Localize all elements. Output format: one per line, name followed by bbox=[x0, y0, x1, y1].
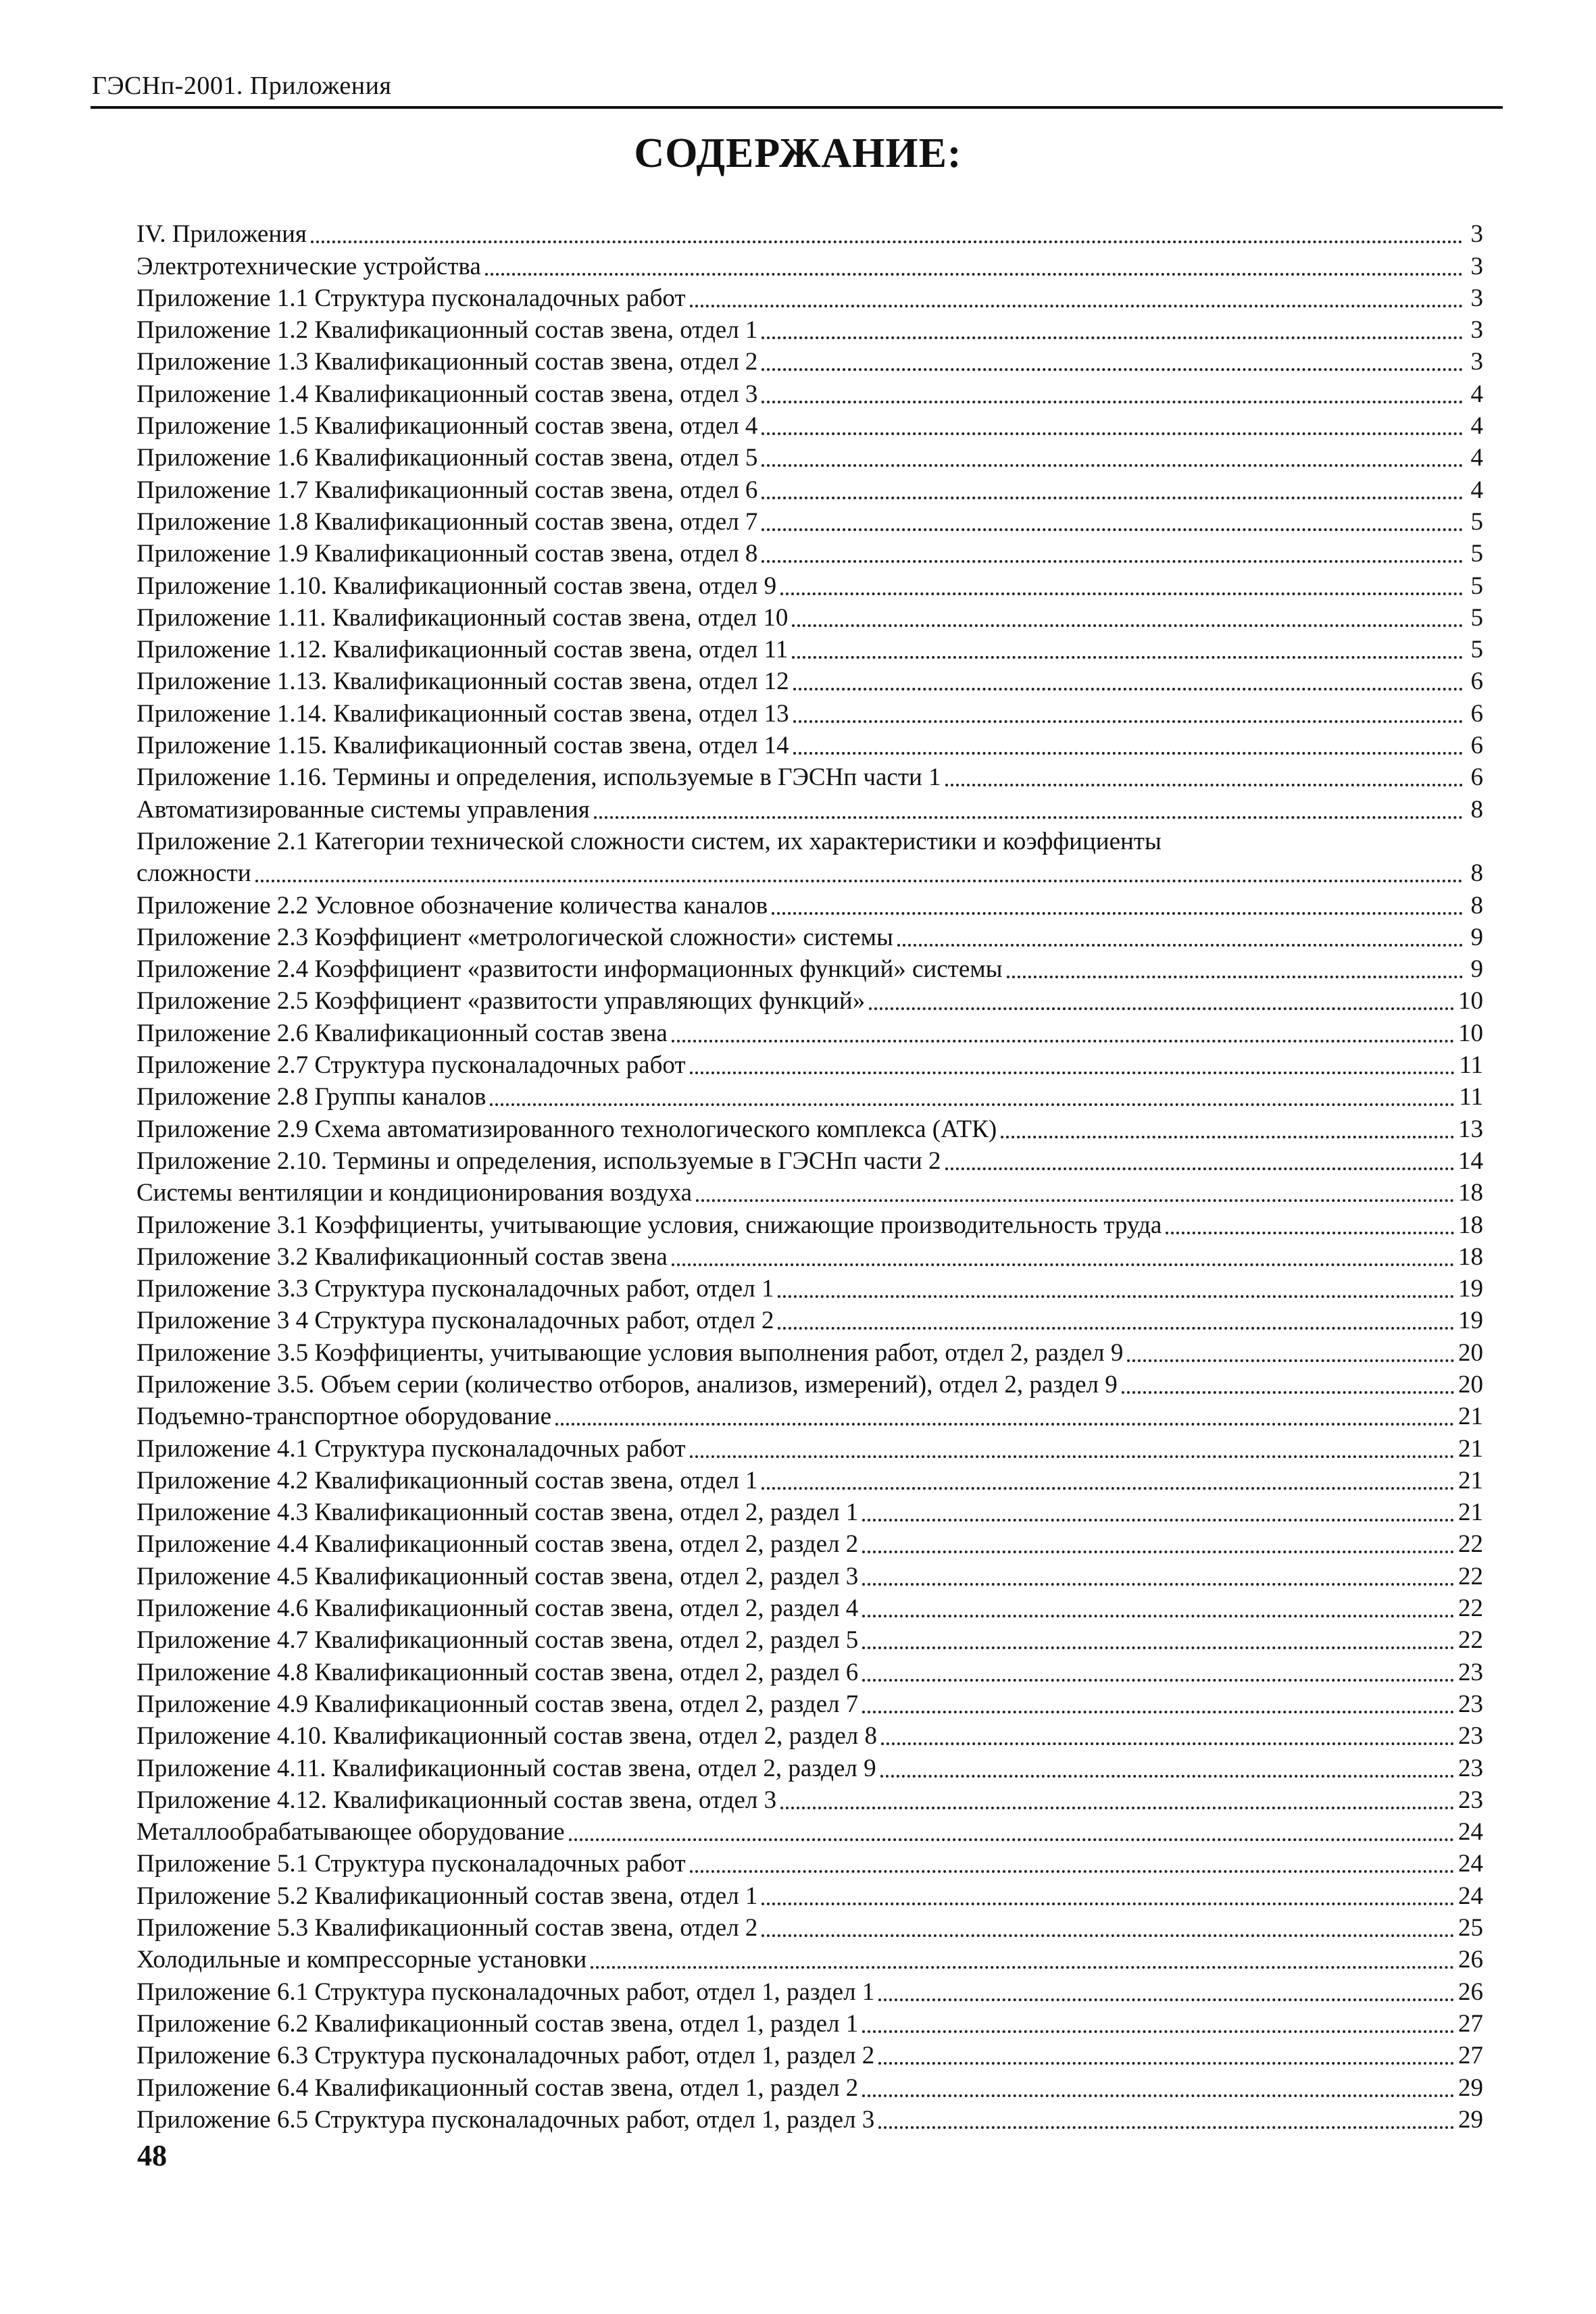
toc-entry[interactable] bbox=[136, 1976, 1483, 2007]
dot-leader bbox=[762, 360, 1463, 371]
toc-entry-page: 21 bbox=[1458, 1434, 1483, 1463]
dot-leader bbox=[690, 1862, 1454, 1873]
toc-entry-title: Приложение 1.9 Квалификационный состав звена, отдел 8 bbox=[136, 540, 758, 568]
dot-leader bbox=[862, 1542, 1454, 1553]
toc-entry-page: 23 bbox=[1458, 1754, 1483, 1782]
toc-entry-title: Подъемно-транспортное оборудование bbox=[136, 1403, 552, 1431]
toc-entry-title: Приложение 2.9 Схема автоматизированного технологического комплекса (АТК) bbox=[136, 1115, 997, 1143]
toc-entry-page: 23 bbox=[1458, 1658, 1483, 1686]
toc-entry-page: 24 bbox=[1458, 1882, 1483, 1910]
dot-leader bbox=[1127, 1351, 1454, 1362]
dot-leader bbox=[793, 680, 1463, 690]
toc-entry-title: Приложение 1.5 Квалификационный состав звена, отдел 4 bbox=[136, 412, 758, 441]
toc-entry-page: 22 bbox=[1458, 1562, 1483, 1590]
toc-entry-page: 5 bbox=[1470, 636, 1483, 664]
dot-leader bbox=[762, 552, 1463, 563]
dot-leader bbox=[778, 1287, 1454, 1298]
toc-entry[interactable] bbox=[136, 1241, 1483, 1273]
dot-leader bbox=[672, 1255, 1454, 1266]
toc-entry-title: Приложение 2.7 Структура пусконаладочных работ bbox=[136, 1051, 686, 1080]
toc-entry[interactable] bbox=[136, 538, 1483, 570]
dot-leader bbox=[792, 616, 1463, 627]
toc-entry-title: Приложение 2.6 Квалификационный состав звена bbox=[136, 1019, 668, 1047]
toc-entry-page: 5 bbox=[1470, 540, 1483, 568]
dot-leader bbox=[762, 488, 1463, 499]
toc-entry-page: 27 bbox=[1458, 2009, 1483, 2038]
toc-entry-page: 21 bbox=[1458, 1403, 1483, 1431]
toc-entry[interactable] bbox=[136, 1912, 1483, 1944]
dot-leader bbox=[311, 232, 1463, 243]
toc-entry-title: Приложение 1.13. Квалификационный состав звена, отдел 12 bbox=[136, 668, 789, 696]
toc-entry[interactable] bbox=[136, 250, 1483, 282]
toc-entry-page: 25 bbox=[1458, 1914, 1483, 1942]
toc-entry-title: Холодильные и компрессорные установки bbox=[136, 1946, 587, 1974]
toc-entry-page: 5 bbox=[1470, 603, 1483, 632]
toc-entry-title: Автоматизированные системы управления bbox=[136, 795, 590, 824]
toc-entry-title: Приложение 4.1 Структура пусконаладочных работ bbox=[136, 1434, 686, 1463]
toc-entry[interactable] bbox=[136, 1049, 1483, 1081]
dot-leader bbox=[672, 1032, 1454, 1042]
dot-leader bbox=[780, 1799, 1454, 1809]
toc-entry[interactable] bbox=[136, 442, 1483, 474]
toc-entry-page: 27 bbox=[1458, 2042, 1483, 2070]
toc-entry-page: 23 bbox=[1458, 1690, 1483, 1718]
toc-entry[interactable] bbox=[136, 697, 1483, 729]
toc-entry[interactable] bbox=[136, 826, 1483, 890]
toc-entry-page: 20 bbox=[1458, 1338, 1483, 1367]
dot-leader bbox=[255, 872, 1463, 882]
toc-entry[interactable] bbox=[136, 1784, 1483, 1816]
toc-entry-page: 19 bbox=[1458, 1275, 1483, 1303]
dot-leader bbox=[869, 999, 1454, 1010]
dot-leader bbox=[591, 1958, 1454, 1969]
toc-entry[interactable] bbox=[136, 2104, 1483, 2136]
toc-entry-page: 11 bbox=[1459, 1083, 1483, 1111]
toc-entry-page: 10 bbox=[1458, 987, 1483, 1015]
toc-entry-page: 18 bbox=[1458, 1242, 1483, 1271]
toc-entry[interactable] bbox=[136, 1720, 1483, 1752]
toc-entry-title: Приложение 1.4 Квалификационный состав звена, отдел 3 bbox=[136, 380, 758, 408]
dot-leader bbox=[1122, 1383, 1454, 1394]
dot-leader bbox=[862, 1638, 1454, 1649]
toc-entry-title: Приложение 1.7 Квалификационный состав звена, отдел 6 bbox=[136, 476, 758, 504]
toc-entry[interactable] bbox=[136, 1113, 1483, 1145]
toc-entry[interactable] bbox=[136, 570, 1483, 601]
dot-leader bbox=[792, 648, 1463, 659]
toc-entry[interactable] bbox=[136, 889, 1483, 921]
toc-entry-page: 5 bbox=[1470, 507, 1483, 536]
toc-entry-page: 8 bbox=[1470, 859, 1483, 888]
toc-entry-page: 24 bbox=[1458, 1818, 1483, 1846]
toc-entry-page: 18 bbox=[1458, 1211, 1483, 1239]
dot-leader bbox=[762, 424, 1463, 435]
toc-entry-page: 19 bbox=[1458, 1307, 1483, 1335]
toc-entry-title-line: Приложение 2.1 Категории технической сложности систем, их характеристики и коэффициенты bbox=[136, 827, 1162, 855]
toc-entry[interactable] bbox=[136, 1209, 1483, 1240]
dot-leader bbox=[862, 1671, 1454, 1682]
dot-leader bbox=[555, 1415, 1454, 1426]
toc-entry-page: 4 bbox=[1470, 380, 1483, 408]
toc-entry[interactable] bbox=[136, 346, 1483, 378]
toc-entry-page: 3 bbox=[1470, 220, 1483, 249]
toc-entry-page: 23 bbox=[1458, 1722, 1483, 1751]
toc-entry[interactable] bbox=[136, 1369, 1483, 1401]
toc-entry-title: Приложение 4.5 Квалификационный состав звена, отдел 2, раздел 3 bbox=[136, 1562, 859, 1590]
toc-entry-title: Металлообрабатывающее оборудование bbox=[136, 1818, 565, 1846]
toc-entry-title: Приложение 4.10. Квалификационный состав звена, отдел 2, раздел 8 bbox=[136, 1722, 878, 1751]
toc-entry[interactable] bbox=[136, 634, 1483, 665]
toc-entry-page: 22 bbox=[1458, 1626, 1483, 1655]
toc-entry-title: Приложение 4.4 Квалификационный состав звена, отдел 2, раздел 2 bbox=[136, 1530, 859, 1559]
dot-leader bbox=[780, 584, 1463, 595]
table-of-contents bbox=[136, 218, 1483, 2136]
toc-entry[interactable] bbox=[136, 282, 1483, 314]
toc-entry[interactable] bbox=[136, 1305, 1483, 1336]
dot-leader bbox=[762, 328, 1463, 339]
dot-leader bbox=[793, 744, 1463, 755]
toc-entry-page: 8 bbox=[1470, 891, 1483, 920]
toc-entry-title: Приложение 3.5. Объем серии (количество отборов, анализов, измерений), отдел 2, раздел 9 bbox=[136, 1370, 1118, 1399]
toc-entry-page: 4 bbox=[1470, 476, 1483, 504]
toc-entry[interactable] bbox=[136, 1592, 1483, 1624]
dot-leader bbox=[690, 1063, 1455, 1074]
dot-leader bbox=[762, 456, 1463, 467]
toc-entry[interactable] bbox=[136, 730, 1483, 761]
toc-entry-title: Приложение 3 4 Структура пусконаладочных работ, отдел 2 bbox=[136, 1307, 774, 1335]
toc-entry-title: Приложение 3.2 Квалификационный состав звена bbox=[136, 1242, 668, 1271]
toc-entry[interactable] bbox=[136, 506, 1483, 538]
toc-entry-title: Приложение 1.10. Квалификационный состав звена, отдел 9 bbox=[136, 572, 777, 600]
toc-entry[interactable] bbox=[136, 1560, 1483, 1592]
toc-entry[interactable] bbox=[136, 378, 1483, 409]
toc-entry-title: Приложение 5.1 Структура пусконаладочных работ bbox=[136, 1850, 686, 1878]
toc-entry[interactable] bbox=[136, 1848, 1483, 1880]
toc-entry-title: Приложение 6.1 Структура пусконаладочных работ, отдел 1, раздел 1 bbox=[136, 1978, 875, 2006]
toc-entry[interactable] bbox=[136, 1624, 1483, 1656]
toc-entry-title: Приложение 1.6 Квалификационный состав звена, отдел 5 bbox=[136, 444, 758, 472]
toc-entry[interactable] bbox=[136, 218, 1483, 250]
toc-entry[interactable] bbox=[136, 474, 1483, 505]
toc-entry[interactable] bbox=[136, 665, 1483, 697]
page-number: 48 bbox=[137, 2139, 167, 2172]
toc-entry-page: 3 bbox=[1470, 252, 1483, 280]
toc-entry[interactable] bbox=[136, 1017, 1483, 1049]
toc-entry-title: Приложение 2.2 Условное обозначение количества каналов bbox=[136, 891, 768, 920]
toc-entry-title: Приложение 6.5 Структура пусконаладочных работ, отдел 1, раздел 3 bbox=[136, 2105, 875, 2134]
dot-leader bbox=[762, 393, 1463, 403]
toc-entry[interactable] bbox=[136, 1688, 1483, 1720]
toc-entry-page: 4 bbox=[1470, 412, 1483, 441]
toc-entry-page: 13 bbox=[1458, 1115, 1483, 1143]
dot-leader bbox=[690, 1447, 1454, 1458]
dot-leader bbox=[945, 776, 1463, 786]
toc-entry-title: Приложение 1.2 Квалификационный состав звена, отдел 1 bbox=[136, 316, 758, 345]
toc-entry[interactable] bbox=[136, 761, 1483, 793]
dot-leader bbox=[762, 1926, 1454, 1937]
toc-entry[interactable] bbox=[136, 1496, 1483, 1528]
toc-entry[interactable] bbox=[136, 793, 1483, 825]
toc-entry-page: 20 bbox=[1458, 1370, 1483, 1399]
page-title: СОДЕРЖАНИЕ: bbox=[634, 130, 962, 176]
dot-leader bbox=[862, 2086, 1454, 2097]
toc-entry[interactable] bbox=[136, 314, 1483, 346]
dot-leader bbox=[1007, 967, 1463, 978]
toc-entry-title: Приложение 4.12. Квалификационный состав звена, отдел 3 bbox=[136, 1786, 777, 1814]
toc-entry-page: 6 bbox=[1470, 763, 1483, 792]
toc-entry[interactable] bbox=[136, 1528, 1483, 1560]
toc-entry-title: Приложение 6.4 Квалификационный состав звена, отдел 1, раздел 2 bbox=[136, 2073, 859, 2102]
toc-entry-title: Приложение 2.8 Группы каналов bbox=[136, 1083, 487, 1111]
toc-entry-title: Приложение 4.9 Квалификационный состав звена, отдел 2, раздел 7 bbox=[136, 1690, 859, 1718]
dot-leader bbox=[772, 904, 1463, 915]
dot-leader bbox=[897, 936, 1463, 947]
dot-leader bbox=[881, 1734, 1454, 1745]
toc-entry-title: Приложение 1.1 Структура пусконаладочных работ bbox=[136, 284, 686, 312]
toc-entry-title: Приложение 1.3 Квалификационный состав звена, отдел 2 bbox=[136, 348, 758, 376]
toc-entry[interactable] bbox=[136, 922, 1483, 953]
toc-entry[interactable] bbox=[136, 1432, 1483, 1464]
toc-entry-page: 21 bbox=[1458, 1499, 1483, 1527]
toc-entry-title: Приложение 3.5 Коэффициенты, учитывающие условия выполнения работ, отдел 2, раздел 9 bbox=[136, 1338, 1124, 1367]
toc-entry-title-line: сложности bbox=[136, 859, 251, 888]
toc-entry-page: 9 bbox=[1470, 923, 1483, 951]
toc-entry-page: 5 bbox=[1470, 572, 1483, 600]
toc-entry-title: Приложение 4.3 Квалификационный состав звена, отдел 2, раздел 1 bbox=[136, 1499, 859, 1527]
toc-entry[interactable] bbox=[136, 2008, 1483, 2040]
dot-leader bbox=[696, 1191, 1454, 1202]
toc-entry-page: 24 bbox=[1458, 1850, 1483, 1878]
dot-leader bbox=[878, 1990, 1454, 2001]
dot-leader bbox=[862, 1575, 1454, 1586]
dot-leader bbox=[862, 1607, 1454, 1617]
toc-entry-page: 21 bbox=[1458, 1466, 1483, 1494]
toc-entry-page: 4 bbox=[1470, 444, 1483, 472]
toc-entry-title: Приложение 2.4 Коэффициент «развитости информационных функций» системы bbox=[136, 955, 1003, 984]
toc-entry[interactable] bbox=[136, 1465, 1483, 1496]
dot-leader bbox=[862, 1703, 1454, 1713]
toc-entry[interactable] bbox=[136, 1145, 1483, 1177]
toc-entry[interactable] bbox=[136, 1081, 1483, 1113]
dot-leader bbox=[793, 712, 1463, 723]
dot-leader bbox=[1001, 1128, 1454, 1138]
header-rule bbox=[91, 106, 1503, 109]
toc-entry[interactable] bbox=[136, 953, 1483, 985]
dot-leader bbox=[569, 1830, 1454, 1841]
toc-entry-page: 6 bbox=[1470, 699, 1483, 728]
toc-entry[interactable] bbox=[136, 2040, 1483, 2071]
dot-leader bbox=[762, 1479, 1454, 1490]
toc-entry[interactable] bbox=[136, 1401, 1483, 1432]
toc-entry[interactable] bbox=[136, 985, 1483, 1017]
toc-entry[interactable] bbox=[136, 1177, 1483, 1209]
toc-entry-title: Приложение 1.14. Квалификационный состав звена, отдел 13 bbox=[136, 699, 789, 728]
toc-entry-title: Электротехнические устройства bbox=[136, 252, 481, 280]
toc-entry[interactable] bbox=[136, 1944, 1483, 1976]
toc-entry-page: 14 bbox=[1458, 1147, 1483, 1175]
toc-entry[interactable] bbox=[136, 1816, 1483, 1848]
dot-leader bbox=[594, 808, 1463, 819]
toc-entry[interactable] bbox=[136, 1273, 1483, 1305]
toc-entry-title: Приложение 2.3 Коэффициент «метрологической сложности» системы bbox=[136, 923, 893, 951]
dot-leader bbox=[690, 297, 1463, 307]
toc-entry[interactable] bbox=[136, 2071, 1483, 2103]
dot-leader bbox=[778, 1319, 1454, 1330]
toc-entry-title: Приложение 1.15. Квалификационный состав звена, отдел 14 bbox=[136, 732, 789, 760]
toc-entry-title: Приложение 4.6 Квалификационный состав звена, отдел 2, раздел 4 bbox=[136, 1594, 859, 1623]
toc-entry[interactable] bbox=[136, 1752, 1483, 1784]
dot-leader bbox=[485, 265, 1463, 276]
toc-entry-page: 26 bbox=[1458, 1946, 1483, 1974]
toc-entry-page: 26 bbox=[1458, 1978, 1483, 2006]
toc-entry-page: 3 bbox=[1470, 284, 1483, 312]
toc-entry-title: Приложение 5.2 Квалификационный состав звена, отдел 1 bbox=[136, 1882, 758, 1910]
toc-entry-page: 8 bbox=[1470, 795, 1483, 824]
toc-entry[interactable] bbox=[136, 1656, 1483, 1688]
dot-leader bbox=[880, 1767, 1454, 1778]
toc-entry-page: 22 bbox=[1458, 1530, 1483, 1559]
toc-entry-title: Приложение 5.3 Квалификационный состав звена, отдел 2 bbox=[136, 1914, 758, 1942]
toc-entry-page: 11 bbox=[1459, 1051, 1483, 1080]
toc-entry-page: 3 bbox=[1470, 316, 1483, 345]
dot-leader bbox=[878, 2118, 1454, 2129]
toc-entry-title: Приложение 2.5 Коэффициент «развитости управляющих функций» bbox=[136, 987, 866, 1015]
toc-entry-page: 23 bbox=[1458, 1786, 1483, 1814]
dot-leader bbox=[762, 1894, 1454, 1905]
toc-entry-title: Приложение 1.8 Квалификационный состав звена, отдел 7 bbox=[136, 507, 758, 536]
toc-entry-title: IV. Приложения bbox=[136, 220, 307, 249]
toc-entry-title: Приложение 4.2 Квалификационный состав звена, отдел 1 bbox=[136, 1466, 758, 1494]
toc-entry-title: Приложение 6.3 Структура пусконаладочных работ, отдел 1, раздел 2 bbox=[136, 2042, 875, 2070]
toc-entry-title: Приложение 1.16. Термины и определения, используемые в ГЭСНп части 1 bbox=[136, 763, 941, 792]
toc-entry-page: 3 bbox=[1470, 348, 1483, 376]
dot-leader bbox=[878, 2054, 1454, 2065]
dot-leader bbox=[490, 1095, 1455, 1106]
toc-entry-page: 10 bbox=[1458, 1019, 1483, 1047]
toc-entry-page: 29 bbox=[1458, 2105, 1483, 2134]
toc-entry-title: Приложение 4.8 Квалификационный состав звена, отдел 2, раздел 6 bbox=[136, 1658, 859, 1686]
toc-entry-page: 6 bbox=[1470, 732, 1483, 760]
toc-entry-title: Приложение 1.11. Квалификационный состав звена, отдел 10 bbox=[136, 603, 789, 632]
running-header: ГЭСНп-2001. Приложения bbox=[92, 72, 392, 100]
dot-leader bbox=[862, 2022, 1454, 2033]
toc-entry-title: Приложение 4.7 Квалификационный состав звена, отдел 2, раздел 5 bbox=[136, 1626, 859, 1655]
toc-entry[interactable] bbox=[136, 410, 1483, 442]
toc-entry[interactable] bbox=[136, 1336, 1483, 1368]
toc-entry-page: 29 bbox=[1458, 2073, 1483, 2102]
toc-entry[interactable] bbox=[136, 602, 1483, 634]
toc-entry-page: 6 bbox=[1470, 668, 1483, 696]
toc-entry-title: Системы вентиляции и кондиционирования воздуха bbox=[136, 1179, 693, 1207]
dot-leader bbox=[762, 520, 1463, 531]
dot-leader bbox=[945, 1159, 1454, 1170]
dot-leader bbox=[862, 1511, 1454, 1521]
toc-entry-title: Приложение 3.3 Структура пусконаладочных работ, отдел 1 bbox=[136, 1275, 774, 1303]
dot-leader bbox=[1166, 1224, 1454, 1234]
toc-entry-page: 18 bbox=[1458, 1179, 1483, 1207]
toc-entry-title: Приложение 1.12. Квалификационный состав звена, отдел 11 bbox=[136, 636, 789, 664]
toc-entry[interactable] bbox=[136, 1880, 1483, 1911]
toc-entry-title: Приложение 3.1 Коэффициенты, учитывающие условия, снижающие производительность труда bbox=[136, 1211, 1162, 1239]
toc-entry-page: 22 bbox=[1458, 1594, 1483, 1623]
toc-entry-title: Приложение 6.2 Квалификационный состав звена, отдел 1, раздел 1 bbox=[136, 2009, 859, 2038]
toc-entry-title: Приложение 2.10. Термины и определения, используемые в ГЭСНп части 2 bbox=[136, 1147, 941, 1175]
toc-entry-title: Приложение 4.11. Квалификационный состав звена, отдел 2, раздел 9 bbox=[136, 1754, 876, 1782]
toc-entry-page: 9 bbox=[1470, 955, 1483, 984]
